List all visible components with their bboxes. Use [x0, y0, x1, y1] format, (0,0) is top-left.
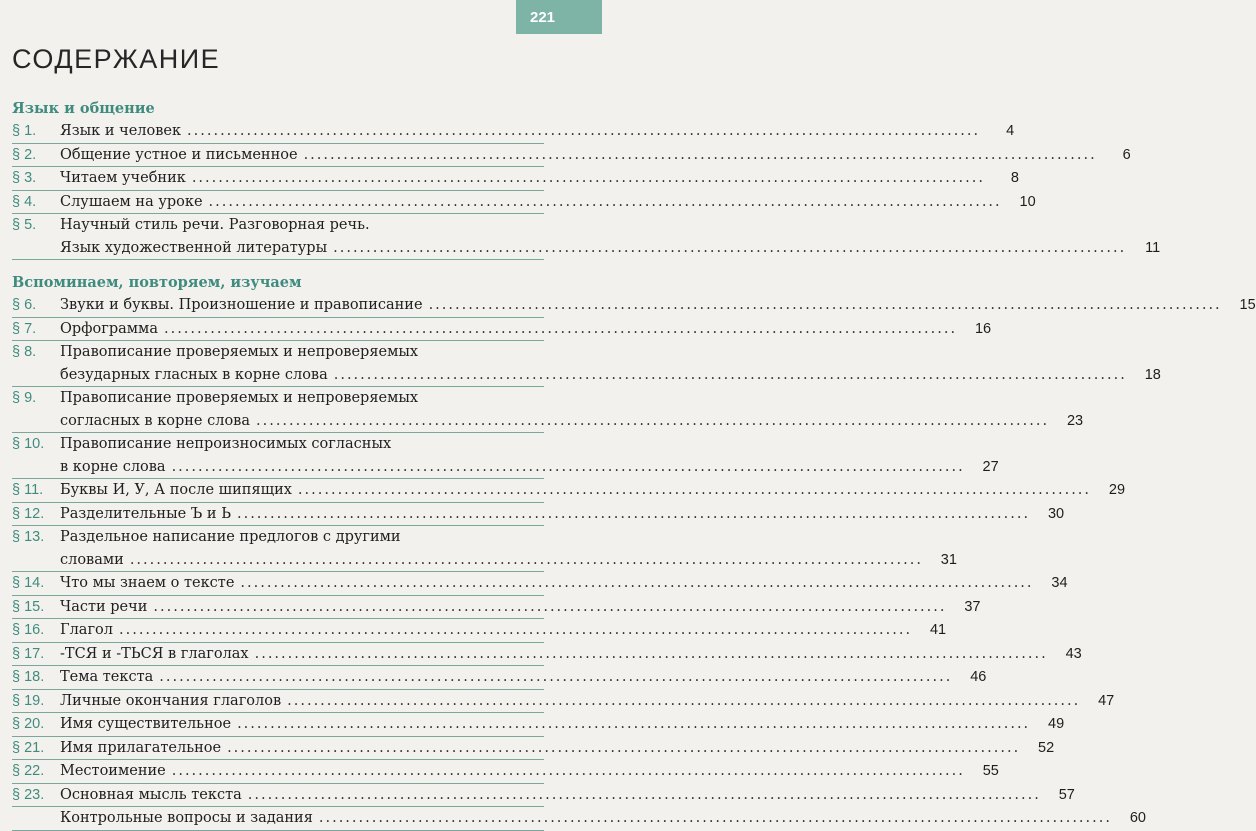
toc-entry[interactable]: [12, 784, 1075, 808]
dot-leader: ........................................................................................................................: [297, 482, 1092, 498]
toc-line: [12, 572, 1068, 595]
page-title: СОДЕРЖАНИЕ: [12, 44, 221, 74]
toc-line: [12, 549, 957, 572]
entry-page-number: 52: [1038, 739, 1055, 756]
section-number: § 10.: [12, 436, 45, 452]
entry-title: Местоимение: [60, 763, 166, 779]
entry-title: Читаем учебник: [60, 170, 186, 186]
section-number: § 11.: [12, 482, 44, 498]
toc-entry[interactable]: [12, 214, 1161, 260]
toc-line: [12, 387, 544, 410]
toc-entry[interactable]: [12, 526, 957, 572]
toc-entry[interactable]: [12, 341, 1161, 387]
toc-line: [12, 643, 1082, 666]
section-heading: Язык и общение: [12, 100, 155, 117]
section-number: § 17.: [12, 645, 45, 662]
entry-page-number: 6: [1122, 146, 1131, 163]
toc-line: [12, 596, 981, 619]
entry-title: Глагол: [60, 622, 113, 638]
toc-line: [12, 690, 1115, 713]
toc-entry[interactable]: [12, 167, 1019, 191]
entry-title: Правописание непроизносимых согласных: [60, 436, 392, 452]
entry-page-number: 4: [1006, 123, 1015, 139]
dot-leader: ........................................................................................................................: [303, 146, 1097, 163]
entry-page-number: 60: [1129, 810, 1146, 826]
dot-leader: ........................................................................................................................: [171, 763, 965, 779]
entry-title: Правописание проверяемых и непроверяемых: [60, 390, 419, 406]
entry-page-number: 10: [1019, 193, 1036, 210]
entry-title: безударных гласных в корне слова: [60, 366, 328, 383]
entry-page-number: 23: [1066, 412, 1084, 429]
toc-entry[interactable]: [12, 760, 999, 784]
entry-title: Личные окончания глаголов: [60, 692, 282, 709]
dot-leader: ........................................................................................................................: [256, 412, 1050, 429]
toc-line: [12, 666, 987, 689]
toc-line: [12, 433, 544, 456]
section-number: § 8.: [12, 344, 37, 360]
toc-entry[interactable]: [12, 120, 1015, 144]
entry-page-number: 29: [1108, 482, 1126, 498]
toc-line: [12, 167, 1019, 190]
section-number: § 6.: [12, 297, 37, 313]
section-number: § 14.: [12, 575, 45, 591]
toc-line: [12, 807, 1146, 830]
entry-page-number: 31: [940, 551, 957, 568]
toc-line: [12, 364, 1161, 387]
section-number: § 1.: [12, 123, 37, 139]
toc-entry[interactable]: [12, 666, 987, 690]
section-number: § 20.: [12, 716, 45, 732]
dot-leader: ........................................................................................................................: [171, 458, 965, 475]
entry-title: Общение устное и письменное: [60, 146, 298, 163]
entry-title: Раздельное написание предлогов с другими: [60, 529, 401, 545]
section-number: § 12.: [12, 505, 45, 522]
entry-page-number: 57: [1058, 786, 1075, 803]
toc-entry[interactable]: [12, 144, 1131, 168]
toc-entry[interactable]: [12, 387, 1084, 433]
toc-line: [12, 144, 1131, 167]
entry-title: Что мы знаем о тексте: [60, 575, 235, 591]
entry-title: Научный стиль речи. Разговорная речь.: [60, 217, 370, 233]
entry-title: Слушаем на уроке: [60, 193, 203, 210]
table-of-contents: [12, 98, 1256, 831]
dot-leader: ........................................................................................................................: [163, 320, 958, 337]
toc-entry[interactable]: [12, 643, 1082, 667]
toc-entry[interactable]: [12, 318, 992, 342]
entry-page-number: 18: [1144, 366, 1161, 383]
toc-line: [12, 410, 1084, 433]
entry-page-number: 41: [929, 622, 947, 638]
toc-entry[interactable]: [12, 191, 1036, 215]
entry-title: Язык и человек: [60, 123, 182, 139]
toc-line: [12, 318, 992, 341]
toc-line: [12, 341, 544, 364]
toc-line: [12, 619, 947, 642]
entry-page-number: 16: [974, 320, 992, 337]
entry-page-number: 8: [1010, 170, 1019, 186]
entry-page-number: 55: [982, 763, 999, 779]
toc-entry[interactable]: [12, 713, 1065, 737]
toc-entry[interactable]: [12, 690, 1115, 714]
entry-title: -ТСЯ и -ТЬСЯ в глаголах: [60, 645, 249, 662]
entry-page-number: 49: [1048, 716, 1065, 732]
dot-leader: ........................................................................................................................: [208, 193, 1002, 210]
section-number: § 4.: [12, 193, 37, 210]
dot-leader: ........................................................................................................................: [254, 645, 1048, 662]
section-number: § 16.: [12, 622, 45, 638]
entry-page-number: 30: [1047, 505, 1065, 522]
section-number: § 15.: [12, 598, 45, 615]
section-number: § 22.: [12, 763, 45, 779]
entry-title: Имя прилагательное: [60, 739, 222, 756]
toc-entry[interactable]: [12, 503, 1065, 527]
entry-title: Правописание проверяемых и непроверяемых: [60, 344, 419, 360]
dot-leader: ........................................................................................................................: [191, 170, 985, 186]
toc-entry[interactable]: [12, 737, 1055, 761]
section-number: § 5.: [12, 217, 37, 233]
entry-title: Буквы И, У, А после шипящих: [60, 482, 292, 498]
entry-title: Имя существительное: [60, 716, 232, 732]
page-number-tab: [516, 0, 602, 34]
entry-page-number: 27: [982, 458, 999, 475]
entry-title: Тема текста: [60, 669, 154, 685]
entry-title: Части речи: [60, 598, 148, 615]
toc-line: [12, 737, 1055, 760]
toc-line: [12, 237, 1161, 260]
toc-line: [12, 503, 1065, 526]
section-number: § 13.: [12, 529, 45, 545]
section-number: § 19.: [12, 692, 45, 709]
entry-title: Основная мысль текста: [60, 786, 242, 803]
section-number: § 23.: [12, 786, 45, 803]
toc-entry[interactable]: [12, 619, 947, 643]
entry-title: Звуки и буквы. Произношение и правописание: [60, 297, 423, 313]
dot-leader: ........................................................................................................................: [247, 786, 1041, 803]
entry-page-number: 37: [964, 598, 981, 615]
entry-page-number: 43: [1065, 645, 1082, 662]
toc-line: [12, 784, 1075, 807]
dot-leader: ........................................................................................................................: [333, 239, 1127, 256]
entry-title: Разделительные Ъ и Ь: [60, 505, 231, 522]
toc-entry[interactable]: [12, 433, 999, 479]
dot-leader: ........................................................................................................................: [187, 123, 981, 139]
entry-page-number: 46: [970, 669, 987, 685]
dot-leader: ........................................................................................................................: [119, 622, 913, 638]
section-number: § 18.: [12, 669, 45, 685]
entry-page-number: 34: [1051, 575, 1068, 591]
toc-line: [12, 713, 1065, 736]
entry-page-number: 47: [1098, 692, 1115, 709]
toc-line: [12, 191, 1036, 214]
entry-title: Контрольные вопросы и задания: [60, 810, 313, 826]
dot-leader: ........................................................................................................................: [159, 669, 953, 685]
entry-page-number: 15: [1239, 297, 1256, 313]
toc-entry[interactable]: [12, 807, 1146, 831]
entry-title: словами: [60, 551, 124, 568]
toc-entry[interactable]: [12, 596, 981, 620]
dot-leader: ........................................................................................................................: [129, 551, 923, 568]
toc-line: [12, 479, 1126, 502]
entry-page-number: 11: [1145, 239, 1161, 256]
section-number: § 2.: [12, 146, 37, 163]
entry-title: Орфограмма: [60, 320, 158, 337]
toc-line: [12, 120, 1015, 143]
toc-line: [12, 760, 999, 783]
toc-entry[interactable]: [12, 294, 1256, 318]
section-heading: Вспоминаем, повторяем, изучаем: [12, 274, 302, 291]
dot-leader: ........................................................................................................................: [236, 505, 1031, 522]
section-number: § 7.: [12, 320, 37, 337]
section-number: § 3.: [12, 170, 37, 186]
toc-entry[interactable]: [12, 479, 1126, 503]
toc-line: [12, 456, 999, 479]
page-number: 221: [530, 8, 556, 26]
dot-leader: ........................................................................................................................: [287, 692, 1081, 709]
dot-leader: ........................................................................................................................: [240, 575, 1034, 591]
dot-leader: ........................................................................................................................: [227, 739, 1021, 756]
toc-entry[interactable]: [12, 572, 1068, 596]
dot-leader: ........................................................................................................................: [333, 366, 1127, 383]
toc-line: [12, 526, 544, 549]
toc-line: [12, 294, 1256, 317]
entry-title: в корне слова: [60, 458, 166, 475]
dot-leader: ........................................................................................................................: [318, 810, 1112, 826]
entry-title: согласных в корне слова: [60, 412, 250, 429]
entry-title: Язык художественной литературы: [60, 239, 328, 256]
section-number: § 21.: [12, 739, 45, 756]
dot-leader: ........................................................................................................................: [153, 598, 947, 615]
section-number: § 9.: [12, 390, 37, 406]
dot-leader: ........................................................................................................................: [237, 716, 1031, 732]
dot-leader: ........................................................................................................................: [428, 297, 1222, 313]
toc-line: [12, 214, 544, 237]
